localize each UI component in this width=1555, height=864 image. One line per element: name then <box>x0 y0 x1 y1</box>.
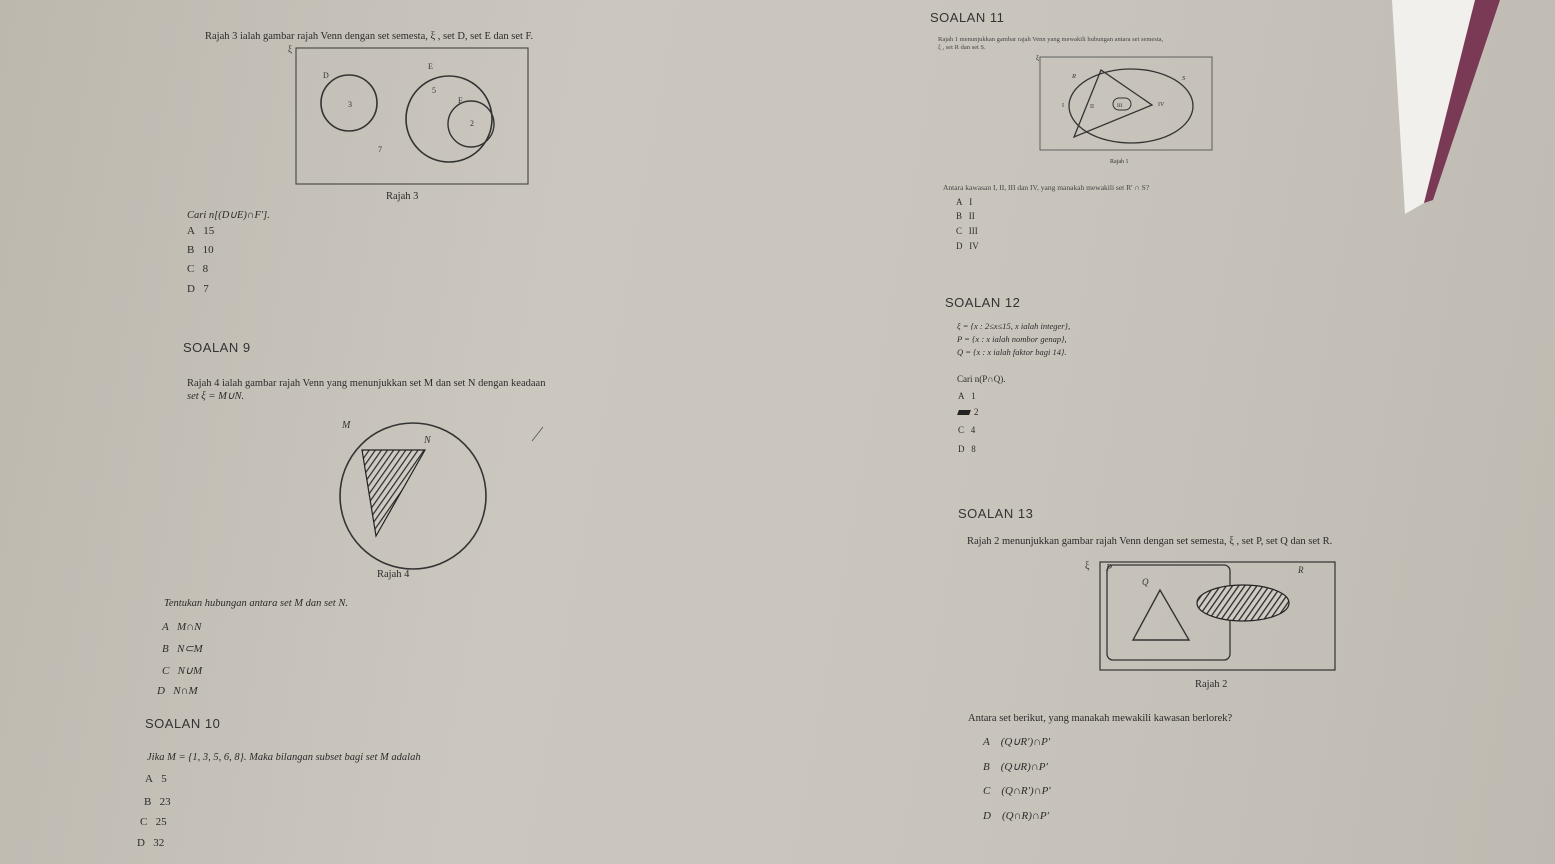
q11-question-text-line2: ξ , set R dan set S. <box>938 44 986 51</box>
figure-caption-rajah-2: Rajah 2 <box>1195 679 1228 690</box>
figure-caption-rajah-4: Rajah 4 <box>377 569 410 580</box>
svg-text:M: M <box>342 420 351 431</box>
svg-text:7: 7 <box>378 145 382 154</box>
q9-heading: SOALAN 9 <box>183 340 251 355</box>
q9-option-c[interactable]: C N∪M <box>162 665 203 677</box>
q9-question-condition: set ξ = M∪N. <box>187 391 245 402</box>
q11-option-c[interactable]: C III <box>956 226 978 236</box>
svg-text:5: 5 <box>432 86 436 95</box>
svg-text:IV: IV <box>1158 102 1165 108</box>
q10-heading: SOALAN 10 <box>145 716 221 731</box>
svg-text:E: E <box>428 62 433 71</box>
q12-option-a[interactable]: A 1 <box>958 391 976 401</box>
q8-question-text: Rajah 3 ialah gambar rajah Venn dengan set semesta, ξ , set D, set E dan set F. <box>205 31 534 42</box>
q8-option-c[interactable]: C 8 <box>187 263 209 275</box>
q9-option-b[interactable]: B N⊂M <box>162 643 203 655</box>
q13-ask: Antara set berikut, yang manakah mewakili kawasan berlorek? <box>968 713 1233 724</box>
q13-heading: SOALAN 13 <box>958 506 1034 521</box>
q9-question-text: Rajah 4 ialah gambar rajah Venn yang menunjukkan set M dan set N dengan keadaan <box>187 378 546 389</box>
svg-text:I: I <box>1062 103 1064 109</box>
svg-text:R: R <box>1298 565 1304 575</box>
q8-option-d[interactable]: D 7 <box>187 283 209 295</box>
q10-option-b[interactable]: B 23 <box>144 796 171 808</box>
q12-option-b[interactable]: 2 <box>958 407 979 417</box>
q12-set-q: Q = {x : x ialah faktor bagi 14}. <box>957 347 1067 357</box>
q10-question-text: Jika M = {1, 3, 5, 6, 8}. Maka bilangan subset bagi set M adalah <box>147 752 421 763</box>
svg-text:N: N <box>424 435 431 446</box>
figure-caption-rajah-3: Rajah 3 <box>386 191 419 202</box>
q9-ask: Tentukan hubungan antara set M dan set N. <box>164 598 348 609</box>
q12-option-c[interactable]: C 4 <box>958 425 976 435</box>
q9-option-d[interactable]: D N∩M <box>157 685 198 697</box>
q13-option-c[interactable]: C (Q∩R')∩P' <box>983 785 1051 797</box>
q8-option-a[interactable]: A 15 <box>187 225 215 237</box>
q12-option-d[interactable]: D 8 <box>958 444 976 454</box>
q11-option-a[interactable]: A I <box>956 197 973 207</box>
q13-option-a[interactable]: A (Q∪R')∩P' <box>983 736 1051 748</box>
universal-set-symbol: ξ <box>288 44 293 54</box>
svg-text:S: S <box>1182 75 1186 82</box>
svg-text:3: 3 <box>348 100 352 109</box>
q12-universal-set: ξ = {x : 2≤x≤15, x ialah integer}, <box>957 321 1071 331</box>
q10-option-a[interactable]: A 5 <box>145 773 167 785</box>
q11-heading: SOALAN 11 <box>930 10 1005 25</box>
svg-text:F: F <box>458 96 463 105</box>
q11-question-text: Rajah 1 menunjukkan gambar rajah Venn yang mewakili hubungan antara set semesta, <box>938 36 1164 43</box>
svg-text:D: D <box>323 71 329 80</box>
q12-ask: Cari n(P∩Q). <box>957 374 1006 384</box>
q11-option-b[interactable]: B II <box>956 211 975 221</box>
q9-option-a[interactable]: A M∩N <box>162 621 202 633</box>
q11-ask: Antara kawasan I, II, III dan IV, yang manakah mewakili set R' ∩ S? <box>943 183 1150 192</box>
q12-set-p: P = {x : x ialah nombor genap}, <box>957 334 1067 344</box>
q13-question-text: Rajah 2 menunjukkan gambar rajah Venn dengan set semesta, ξ , set P, set Q dan set R. <box>967 536 1333 547</box>
q13-option-b[interactable]: B (Q∪R)∩P' <box>983 761 1048 773</box>
q8-ask: Cari n[(D∪E)∩F']. <box>187 210 270 221</box>
svg-text:Rajah 1: Rajah 1 <box>1110 159 1129 165</box>
svg-text:P: P <box>1106 563 1113 574</box>
q10-option-c[interactable]: C 25 <box>140 816 167 828</box>
q8-option-b[interactable]: B 10 <box>187 244 214 256</box>
svg-text:ξ: ξ <box>1085 561 1090 572</box>
svg-text:Q: Q <box>1142 577 1149 587</box>
svg-text:III: III <box>1117 103 1123 109</box>
svg-text:2: 2 <box>470 119 474 128</box>
svg-text:ξ: ξ <box>1036 54 1040 62</box>
q12-heading: SOALAN 12 <box>945 295 1021 310</box>
q10-option-d[interactable]: D 32 <box>137 837 165 849</box>
q11-option-d[interactable]: D IV <box>956 241 979 251</box>
svg-text:R: R <box>1072 73 1076 80</box>
q13-option-d[interactable]: D (Q∩R)∩P' <box>983 810 1049 822</box>
svg-text:II: II <box>1090 104 1094 110</box>
